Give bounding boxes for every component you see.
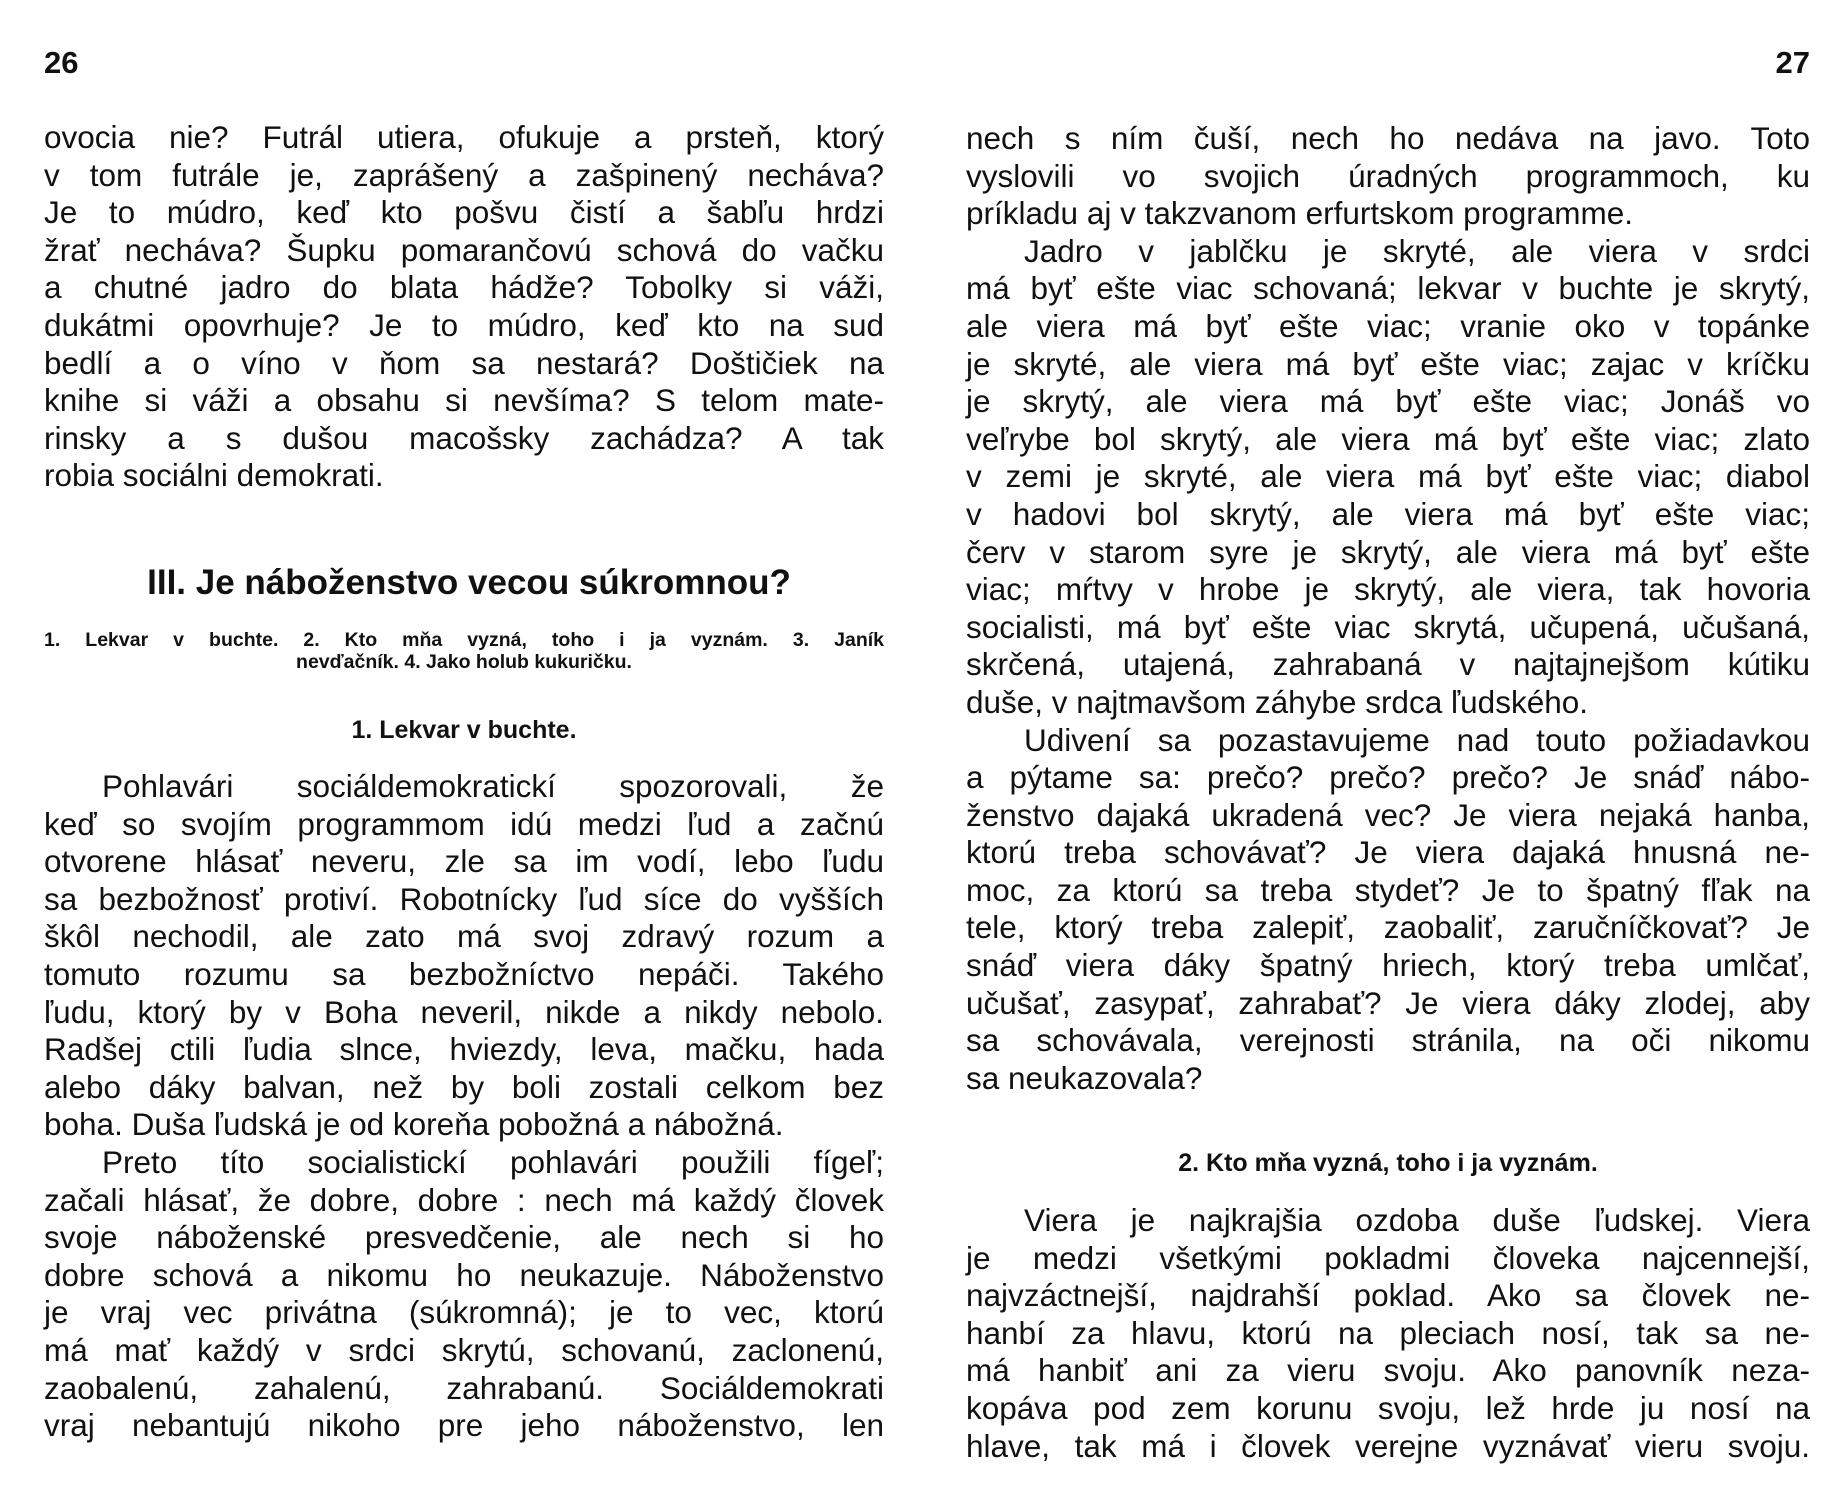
text-line: a chutné jadro do blata hádže? Tobolky si váži,	[44, 269, 884, 306]
text-line: Jadro v jablčku je skryté, ale viera v srdci	[1024, 232, 1810, 269]
text-line: otvorene hlásať neveru, zle sa im vodí, lebo ľudu	[44, 843, 884, 880]
text-line: bedlí a o víno v ňom sa nestará? Doštičiek na	[44, 344, 884, 381]
text-line: viac; mŕtvy v hrobe je skrytý, ale viera, tak hovoria	[966, 571, 1810, 608]
text-line: má mať každý v srdci skrytú, schovanú, zaclonenú,	[44, 1331, 884, 1368]
text-line: sa bezbožnosť protiví. Robotnícky ľud síce do vyšších	[44, 880, 884, 917]
text-line: Radšej ctili ľudia slnce, hviezdy, leva, mačku, hada	[44, 1031, 884, 1068]
section-body	[44, 768, 884, 1445]
text-line: Udivení sa pozastavujeme nad touto požiadavkou	[1024, 721, 1810, 758]
text-line: ľudu, ktorý by v Boha neveril, nikde a nikdy nebolo.	[44, 993, 884, 1030]
text-line: a pýtame sa: prečo? prečo? prečo? Je snáď nábo-	[966, 759, 1810, 796]
summary-line: 1. Lekvar v buchte. 2. Kto mňa vyzná, toho i ja vyznám. 3. Janík	[44, 629, 884, 651]
text-line: vraj nebantujú nikoho pre jeho náboženstvo, len	[44, 1407, 884, 1444]
text-line: je skrytý, ale viera má byť ešte viac; Jonáš vo	[966, 383, 1810, 420]
text-line: Viera je najkrajšia ozdoba duše ľudskej. Viera	[1024, 1202, 1810, 1238]
text-line: duše, v najtmavšom záhybe srdca ľudského.	[966, 683, 1589, 720]
text-line: v zemi je skryté, ale viera má byť ešte viac; diabol	[966, 458, 1810, 495]
text-line: svoje náboženské presvedčenie, ale nech si ho	[44, 1219, 884, 1256]
text-line: dobre schová a nikomu ho neukazuje. Náboženstvo	[44, 1256, 884, 1293]
text-line: socialisti, má byť ešte viac skrytá, učupená, učušaná,	[966, 608, 1810, 645]
chapter-summary	[44, 629, 884, 673]
text-line: je medzi všetkými pokladmi človeka najcennejší,	[966, 1239, 1810, 1276]
text-line: Je to múdro, keď kto pošvu čistí a šabľu hrdzi	[44, 194, 884, 231]
text-line: veľrybe bol skrytý, ale viera má byť ešte viac; zlato	[966, 420, 1810, 457]
chapter-heading: III. Je náboženstvo vecou súkromnou?	[147, 563, 791, 602]
text-line: v tom futrále je, zaprášený a zašpinený necháva?	[44, 156, 884, 193]
text-line: knihe si váži a obsahu si nevšíma? S telom mate-	[44, 382, 884, 419]
text-line: rinsky a s dušou macošsky zachádza? A tak	[44, 419, 884, 456]
section-heading: 1. Lekvar v buchte.	[351, 716, 577, 744]
page-number: 26	[44, 45, 79, 80]
text-line: príkladu aj v takzvanom erfurtskom programme.	[966, 195, 1633, 232]
text-line: boha. Duša ľudská je od koreňa pobožná a nábožná.	[44, 1106, 784, 1143]
text-line: v hadovi bol skrytý, ale viera má byť ešte viac;	[966, 495, 1810, 532]
text-line: je vraj vec privátna (súkromná); je to vec, ktorú	[44, 1294, 884, 1331]
text-line: ovocia nie? Futrál utiera, ofukuje a prsteň, ktorý	[44, 119, 884, 155]
text-line: skrčená, utajená, zahrabaná v najtajnejšom kútiku	[966, 646, 1810, 683]
text-line: vyslovili vo svojich úradných programmoch, ku	[966, 157, 1810, 194]
text-line: škôl nechodil, ale zato má svoj zdravý rozum a	[44, 918, 884, 955]
text-line: učušať, zasypať, zahrabať? Je viera dáky zlodej, aby	[966, 984, 1810, 1021]
text-line: červ v starom syre je skrytý, ale viera má byť ešte	[966, 533, 1810, 570]
text-line: má hanbiť ani za vieru svoju. Ako panovník neza-	[966, 1352, 1810, 1389]
left-page	[44, 0, 884, 1500]
text-line: hlave, tak má i človek verejne vyznávať vieru svoju.	[966, 1427, 1810, 1464]
text-line: ale viera má byť ešte viac; vranie oko v topánke	[966, 307, 1810, 344]
text-line: zaobalenú, zahalenú, zahrabanú. Sociáldemokrati	[44, 1369, 884, 1406]
text-line: sa schovávala, verejnosti stránila, na oči nikomu	[966, 1022, 1810, 1059]
text-line: snáď viera dáky špatný hriech, ktorý treba umlčať,	[966, 947, 1810, 984]
page-number: 27	[1775, 45, 1810, 80]
right-page	[966, 0, 1810, 1500]
text-line: žrať necháva? Šupku pomarančovú schová do vačku	[44, 231, 884, 268]
text-line: nech s ním čuší, nech ho nedáva na javo. Toto	[966, 120, 1810, 156]
text-line: hanbí za hlavu, ktorú na pleciach nosí, tak sa ne-	[966, 1314, 1810, 1351]
text-line: ženstvo dajaká ukradená vec? Je viera nejaká hanba,	[966, 796, 1810, 833]
text-line: má byť ešte viac schovaná; lekvar v buchte je skrytý,	[966, 270, 1810, 307]
text-line: najvzáctnejší, najdrahší poklad. Ako sa človek ne-	[966, 1277, 1810, 1314]
section-heading: 2. Kto mňa vyzná, toho i ja vyznám.	[1178, 1149, 1598, 1177]
text-line: moc, za ktorú sa treba stydeť? Je to špatný fľak na	[966, 871, 1810, 908]
text-line: alebo dáky balvan, než by boli zostali celkom bez	[44, 1068, 884, 1105]
text-line: robia sociálni demokrati.	[44, 457, 384, 494]
paragraph-continuation	[44, 119, 884, 495]
text-line: začali hlásať, že dobre, dobre : nech má každý človek	[44, 1181, 884, 1218]
text-line: tele, ktorý treba zalepiť, zaobaliť, zaručníčkovať? Je	[966, 909, 1810, 946]
section-body	[966, 1202, 1810, 1465]
text-line: kopáva pod zem korunu svoju, lež hrde ju nosí na	[966, 1389, 1810, 1426]
text-line: dukátmi opovrhuje? Je to múdro, keď kto na sud	[44, 306, 884, 343]
text-line: keď so svojím programmom idú medzi ľud a začnú	[44, 805, 884, 842]
text-line: je skryté, ale viera má byť ešte viac; zajac v kríčku	[966, 345, 1810, 382]
text-line: Pohlavári sociáldemokratickí spozorovali, že	[102, 768, 884, 804]
text-line: sa neukazovala?	[966, 1059, 1203, 1096]
text-line: Preto títo socialistickí pohlavári použili fígeľ;	[102, 1143, 884, 1180]
text-line: ktorú treba schovávať? Je viera dajaká hnusná ne-	[966, 834, 1810, 871]
text-line: tomuto rozumu sa bezbožníctvo nepáči. Takého	[44, 955, 884, 992]
summary-line: nevďačník. 4. Jako holub kukuričku.	[296, 651, 632, 673]
paragraph-continuation	[966, 120, 1810, 1097]
